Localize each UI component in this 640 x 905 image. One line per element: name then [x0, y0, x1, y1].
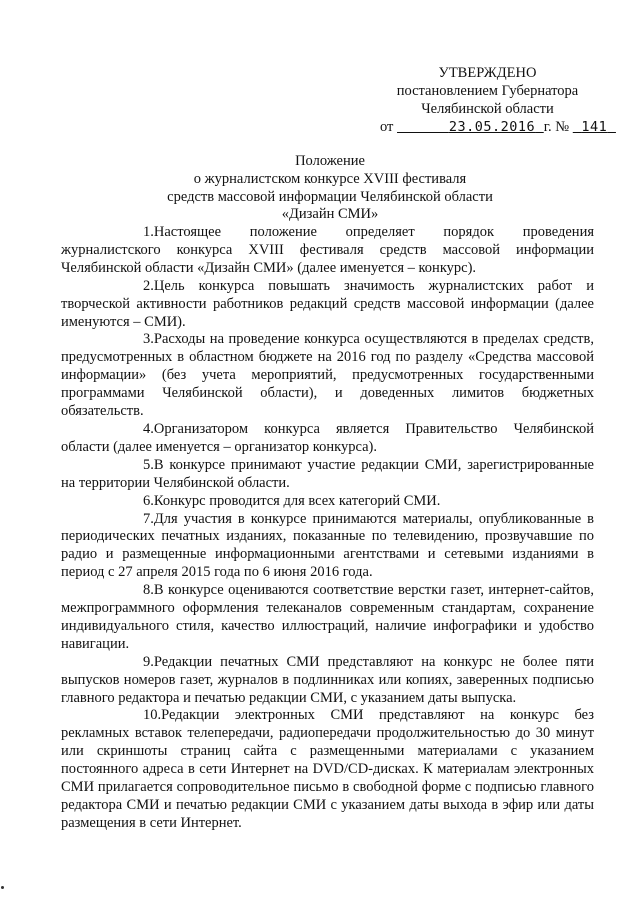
approval-date-line	[380, 118, 608, 136]
approval-heading: УТВЕРЖДЕНО	[438, 65, 537, 81]
paragraph-number: 6.	[143, 492, 154, 509]
paragraph-number: 7.	[143, 510, 154, 527]
paragraph	[61, 707, 594, 832]
paragraph	[61, 421, 594, 457]
paragraph-text: Расходы на проведение конкурса осуществляются в пределах средств, предусмотренных в областном бюджете на 2016 год по разделу «Средства массовой информации» (без учета мероприятий, предусмотренных государственными программами Челябинской области), и доведенных лимитов бюджетных обязательств.	[61, 331, 594, 420]
paragraph	[61, 582, 594, 654]
paragraph-number: 8.	[143, 582, 154, 599]
paragraph-number: 1.	[143, 224, 154, 240]
paragraph-text: В конкурсе оцениваются соответствие верстки газет, интернет-сайтов, межпрограммного оформления телеканалов современным стандартам, сохранение индивидуального стиля, качество иллюстраций, наличие инфографики и удобство навигации.	[61, 582, 594, 652]
paragraph	[61, 493, 594, 511]
scan-speck	[1, 886, 4, 889]
approval-date: 23.05.2016	[448, 119, 536, 135]
paragraph	[61, 331, 594, 421]
paragraph-text: Настоящее положение определяет порядок проведения журналистского конкурса XVIII фестиваля средств массовой информации Челябинской области «Дизайн СМИ» (далее именуется – конкурс).	[61, 224, 594, 276]
paragraph-text: Редакции электронных СМИ представляют на конкурс без рекламных вставок телепередачи, радиопередачи продолжительностью до 30 минут или скриншоты страниц сайта с размещенными материалами с указанием постоянного адреса в сети Интернет на DVD/CD-дисках. К материалам электронных СМИ прилагается сопроводительное письмо в свободной форме с подписью главного редактора СМИ и печатью редакции СМИ с указанием даты выхода в эфир или даты размещения в сети Интернет.	[61, 707, 594, 831]
title-line-4: «Дизайн СМИ»	[281, 206, 379, 223]
year-number-label: г. №	[543, 119, 570, 135]
approval-line-1: постановлением Губернатора	[396, 83, 579, 99]
title-line-1: Положение	[295, 153, 365, 169]
approval-stamp-block	[380, 64, 608, 136]
paragraph	[61, 224, 594, 278]
paragraph-text: Конкурс проводится для всех категорий СМИ.	[153, 492, 441, 509]
paragraph-text: Для участия в конкурсе принимаются материалы, опубликованные в периодических печатных изданиях, показанные по телевидению, прозвучавшие по радио и размещенные информационными агентствами и сетевыми изданиями в период с 27 апреля 2015 года по 6 июня 2016 года.	[61, 510, 594, 581]
paragraph-number: 3.	[143, 331, 154, 348]
paragraph-text: Редакции печатных СМИ представляют на конкурс не более пяти выпусков номеров газет, журналов в подлинниках или копиях, заверенных подписью главного редактора и печатью редакции СМИ, с указанием даты выпуска.	[61, 653, 594, 706]
title-line-3: средств массовой информации Челябинской области	[167, 188, 493, 205]
paragraph-number: 5.	[143, 456, 154, 473]
paragraph-number: 9.	[143, 653, 154, 670]
paragraph-number: 4.	[143, 420, 154, 437]
paragraph	[61, 511, 594, 583]
paragraph-text: В конкурсе принимают участие редакции СМИ, зарегистрированные на территории Челябинской области.	[61, 456, 594, 491]
paragraph	[61, 654, 594, 708]
paragraph	[61, 278, 594, 332]
from-label: от	[380, 119, 394, 135]
approval-line-2: Челябинской области	[421, 101, 554, 117]
document-title	[60, 153, 600, 224]
paragraph-text: Цель конкурса повышать значимость журналистских работ и творческой активности работников редакций средств массовой информации (далее именуются – СМИ).	[61, 277, 594, 330]
paragraph	[61, 457, 594, 493]
title-line-2: о журналистском конкурсе XVIII фестиваля	[193, 170, 467, 187]
paragraph-number: 2.	[143, 277, 154, 294]
approval-number: 141	[581, 119, 608, 135]
paragraph-number: 10.	[143, 707, 162, 724]
document-body	[61, 224, 594, 833]
paragraph-text: Организатором конкурса является Правительство Челябинской области (далее именуется – организатор конкурса).	[61, 420, 594, 455]
